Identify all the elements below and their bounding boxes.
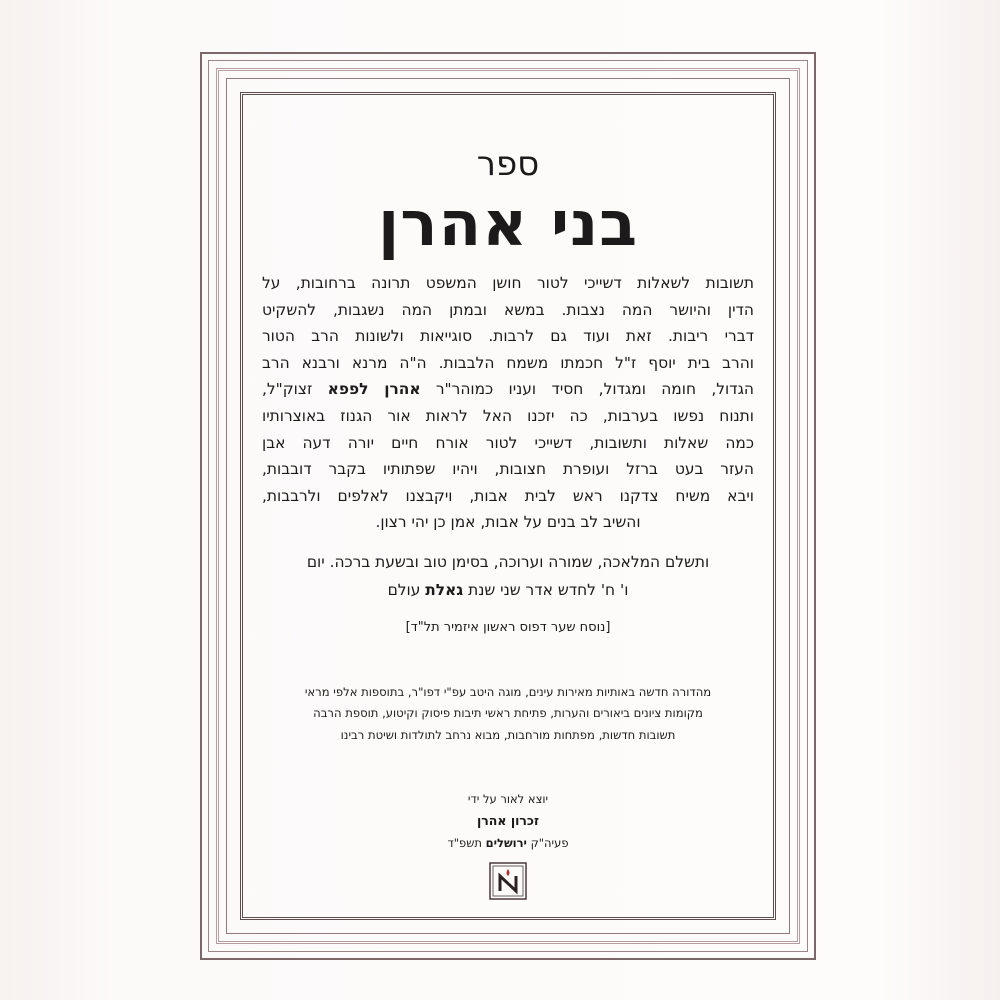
year-word: גאלת (425, 580, 464, 599)
publisher-intro: יוצא לאור על ידי (467, 792, 549, 807)
description-line: ותנוח נפשו בערבות, כה יזכנו האל לראות אור הגנוז באוצרותיו (262, 406, 754, 425)
description-line: ויבא משיח צדקנו ראש לבית אבות, ויקבצנו לאלפים ולרבבות, (262, 486, 754, 505)
description-line: תשובות לשאלות דשייכי לטור חושן המשפט תרונה ברחובות, על (262, 274, 754, 292)
original-edition-note: [נוסח שער דפוס ראשון איזמיר תל"ד] (405, 619, 611, 635)
title-page-content (262, 104, 754, 912)
completion-date-part: ו' ח' לחדש אדר שני שנת (468, 580, 629, 599)
edition-description (262, 682, 754, 747)
author-name: אהרן לפפא (327, 380, 421, 399)
description-paragraph (262, 270, 754, 536)
edition-line: מהדורה חדשה באותיות מאירות עינים, מוגה היטב עפ"י דפו"ר, בתוספות אלפי מראי (304, 684, 712, 699)
description-line: הדין והיושר המה נצבות. במשא ובמתן המה נשגבות, להשקיט (262, 300, 754, 319)
description-line: והשיב לב בנים על אבות, אמן כן יהי רצון. (375, 513, 641, 532)
description-line-author (262, 376, 754, 403)
description-line: דברי ריבות. זאת ועוד גם לרבות. סוגייאות ולשונות הרב הטור (262, 327, 754, 346)
completion-date-part: עולם (387, 580, 421, 599)
publisher-name: זכרון אהרן (476, 813, 540, 829)
place-prefix: פעיה"ק (530, 836, 569, 851)
place-year: תשפ"ד (447, 836, 482, 851)
description-line: והרב בית יוסף ז"ל חכמתו משמח הלבבות. ה"ה מרנא ורבנא הרב (262, 353, 754, 372)
completion-line: ותשלם המלאכה, שמורה וערוכה, בסימן טוב ובשעת ברכה. יום (306, 552, 710, 571)
description-line: כמה שאלות ותשובות, דשייכי לטור אורח חיים יורה דעה אבן (262, 433, 754, 452)
description-line-part: זצוק"ל, (262, 380, 313, 399)
publication-place (262, 832, 754, 854)
completion-date-line (262, 576, 754, 604)
place-city: ירושלים (485, 836, 527, 851)
description-line: העזר בעט ברזל ועופרת חצובות, ויהיו שפתותיו בקבר דובבות, (262, 460, 754, 479)
edition-line: תשובות חדשות, מפתחות מורחבות, מבוא נרחב לתולדות ושיטת רבינו (340, 727, 676, 742)
completion-paragraph (262, 548, 754, 604)
publisher-block (262, 788, 754, 854)
description-line-part: הגדול, חומה ומגדול, חסיד ועניו כמוהר"ר (435, 380, 754, 399)
book-title: בני אהרן (377, 187, 639, 260)
book-label: ספר (476, 144, 540, 184)
publisher-logo-icon (488, 861, 528, 901)
edition-line: מקומות ציונים ביאורים והערות, פתיחת ראשי תיבות פיסוק וקיטוע, תוספת הרבה (313, 706, 703, 721)
